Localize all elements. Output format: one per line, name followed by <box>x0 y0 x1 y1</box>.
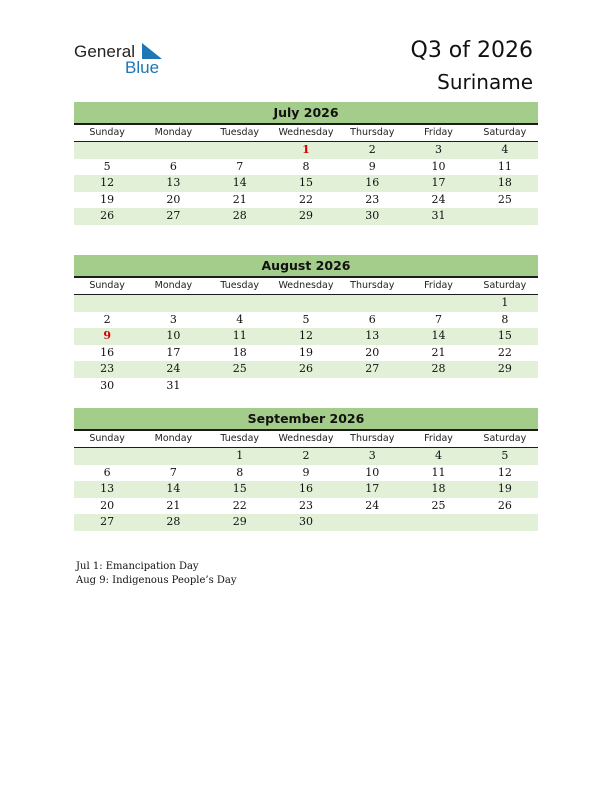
week-row <box>74 175 538 192</box>
week-row <box>74 159 538 176</box>
weekday-label: Wednesday <box>278 127 334 138</box>
day-cell <box>339 378 405 395</box>
day-cell: 28 <box>166 515 181 528</box>
week-row <box>74 312 538 329</box>
day-cell: 30 <box>365 209 380 222</box>
day-cell: 5 <box>103 159 111 173</box>
day-cell: 17 <box>365 482 380 495</box>
day-cell <box>405 295 471 312</box>
day-cell: 25 <box>497 192 512 206</box>
week-row <box>74 465 538 482</box>
day-cell: 26 <box>100 209 115 222</box>
day-cell: 7 <box>236 159 244 173</box>
day-cell: 25 <box>431 498 446 512</box>
day-cell: 16 <box>298 482 313 495</box>
day-cell <box>207 142 273 159</box>
weekday-header-row <box>74 431 538 448</box>
day-cell: 13 <box>365 329 380 342</box>
week-row <box>74 328 538 345</box>
day-cell: 11 <box>431 465 446 479</box>
day-cell: 19 <box>298 345 313 359</box>
week-row <box>74 208 538 225</box>
weekday-label: Thursday <box>350 127 395 138</box>
day-cell: 27 <box>166 209 181 222</box>
logo <box>74 42 174 78</box>
day-cell: 30 <box>100 378 115 392</box>
day-cell: 8 <box>302 159 310 173</box>
day-cell: 11 <box>497 159 512 173</box>
week-row <box>74 345 538 362</box>
day-cell <box>74 142 140 159</box>
day-cell: 29 <box>497 362 512 375</box>
weekday-header-row <box>74 125 538 142</box>
weekday-label: Thursday <box>350 433 395 444</box>
day-cell: 9 <box>368 159 376 173</box>
day-cell: 18 <box>431 482 446 495</box>
holiday-day-cell: 9 <box>103 329 111 342</box>
weekday-label: Tuesday <box>220 127 260 138</box>
day-cell: 24 <box>166 362 181 375</box>
day-cell: 26 <box>497 498 512 512</box>
day-cell: 20 <box>365 345 380 359</box>
day-cell: 4 <box>236 312 244 326</box>
day-cell <box>273 378 339 395</box>
day-cell: 22 <box>232 498 247 512</box>
day-cell: 31 <box>166 378 181 392</box>
day-cell: 14 <box>431 329 446 342</box>
week-row <box>74 142 538 159</box>
day-cell: 23 <box>298 498 313 512</box>
logo-general-text: General <box>74 42 136 61</box>
day-cell: 2 <box>103 312 111 326</box>
day-cell: 1 <box>236 449 244 462</box>
day-cell <box>140 142 206 159</box>
day-cell: 20 <box>100 498 115 512</box>
day-cell <box>339 295 405 312</box>
week-row <box>74 514 538 531</box>
day-cell: 3 <box>169 312 177 326</box>
month-title: July 2026 <box>74 102 538 125</box>
day-cell: 17 <box>166 345 181 359</box>
day-cell: 22 <box>298 192 313 206</box>
day-cell: 5 <box>302 312 310 326</box>
page-title: Q3 of 2026 <box>410 38 533 63</box>
week-row <box>74 192 538 209</box>
weekday-label: Wednesday <box>278 280 334 291</box>
day-cell: 15 <box>497 329 512 342</box>
day-cell: 2 <box>302 449 310 462</box>
day-cell: 30 <box>298 515 313 528</box>
day-cell: 7 <box>435 312 443 326</box>
day-cell: 14 <box>166 482 181 495</box>
day-cell: 19 <box>100 192 115 206</box>
day-cell: 14 <box>232 176 247 189</box>
weekday-header-row <box>74 278 538 295</box>
weekday-label: Thursday <box>350 280 395 291</box>
month-title: September 2026 <box>74 408 538 431</box>
day-cell: 12 <box>298 329 313 342</box>
week-row <box>74 498 538 515</box>
day-cell: 18 <box>497 176 512 189</box>
weekday-label: Monday <box>154 127 193 138</box>
day-cell <box>405 514 471 531</box>
day-cell: 20 <box>166 192 181 206</box>
day-cell: 6 <box>103 465 111 479</box>
day-cell: 21 <box>232 192 247 206</box>
day-cell: 22 <box>497 345 512 359</box>
day-cell: 23 <box>100 362 115 375</box>
weekday-label: Wednesday <box>278 433 334 444</box>
day-cell: 31 <box>431 209 446 222</box>
day-cell: 24 <box>365 498 380 512</box>
weekday-label: Sunday <box>89 127 125 138</box>
week-row <box>74 378 538 395</box>
day-cell <box>207 295 273 312</box>
day-cell: 25 <box>232 362 247 375</box>
day-cell: 5 <box>501 449 509 462</box>
day-cell <box>140 448 206 465</box>
day-cell: 15 <box>298 176 313 189</box>
day-cell: 2 <box>368 143 376 156</box>
day-cell: 13 <box>166 176 181 189</box>
day-cell: 10 <box>365 465 380 479</box>
week-row <box>74 448 538 465</box>
day-cell: 28 <box>431 362 446 375</box>
day-cell: 27 <box>100 515 115 528</box>
month-title: August 2026 <box>74 255 538 278</box>
day-cell: 27 <box>365 362 380 375</box>
weekday-label: Tuesday <box>220 433 260 444</box>
day-cell: 6 <box>368 312 376 326</box>
day-cell: 4 <box>501 143 509 156</box>
day-cell: 21 <box>166 498 181 512</box>
logo-blue-text: Blue <box>125 58 160 77</box>
day-cell: 18 <box>232 345 247 359</box>
weekday-label: Monday <box>154 433 193 444</box>
day-cell: 3 <box>435 143 443 156</box>
day-cell: 3 <box>368 449 376 462</box>
day-cell: 17 <box>431 176 446 189</box>
day-cell <box>339 514 405 531</box>
week-row <box>74 295 538 312</box>
day-cell: 8 <box>501 312 509 326</box>
day-cell: 15 <box>232 482 247 495</box>
day-cell <box>74 295 140 312</box>
month-calendar <box>74 255 538 394</box>
day-cell <box>273 295 339 312</box>
day-cell: 9 <box>302 465 310 479</box>
day-cell: 29 <box>298 209 313 222</box>
day-cell: 24 <box>431 192 446 206</box>
day-cell: 28 <box>232 209 247 222</box>
day-cell: 26 <box>298 362 313 375</box>
day-cell <box>74 448 140 465</box>
day-cell: 23 <box>365 192 380 206</box>
day-cell: 11 <box>232 329 247 342</box>
day-cell: 16 <box>365 176 380 189</box>
weekday-label: Friday <box>424 280 453 291</box>
weekday-label: Sunday <box>89 280 125 291</box>
day-cell <box>472 514 538 531</box>
weekday-label: Saturday <box>483 280 527 291</box>
day-cell: 12 <box>497 465 512 479</box>
day-cell: 16 <box>100 345 115 359</box>
day-cell: 4 <box>435 449 443 462</box>
day-cell: 10 <box>431 159 446 173</box>
weekday-label: Sunday <box>89 433 125 444</box>
day-cell: 21 <box>431 345 446 359</box>
holiday-notes <box>76 560 237 587</box>
day-cell <box>140 295 206 312</box>
weekday-label: Monday <box>154 280 193 291</box>
day-cell <box>472 378 538 395</box>
month-calendar <box>74 102 538 225</box>
day-cell: 7 <box>169 465 177 479</box>
weekday-label: Friday <box>424 127 453 138</box>
holiday-day-cell: 1 <box>302 143 310 156</box>
day-cell <box>472 208 538 225</box>
weekday-label: Friday <box>424 433 453 444</box>
day-cell: 1 <box>501 296 509 309</box>
day-cell: 8 <box>236 465 244 479</box>
day-cell: 12 <box>100 176 115 189</box>
holiday-note: Aug 9: Indigenous People’s Day <box>76 574 237 586</box>
weekday-label: Tuesday <box>220 280 260 291</box>
day-cell: 6 <box>169 159 177 173</box>
day-cell: 19 <box>497 482 512 495</box>
day-cell: 10 <box>166 329 181 342</box>
month-calendar <box>74 408 538 531</box>
holiday-note: Jul 1: Emancipation Day <box>76 561 199 572</box>
day-cell: 29 <box>232 515 247 528</box>
day-cell <box>405 378 471 395</box>
weekday-label: Saturday <box>483 127 527 138</box>
day-cell: 13 <box>100 482 115 495</box>
week-row <box>74 361 538 378</box>
day-cell <box>207 378 273 395</box>
week-row <box>74 481 538 498</box>
country-name: Suriname <box>437 70 533 94</box>
weekday-label: Saturday <box>483 433 527 444</box>
